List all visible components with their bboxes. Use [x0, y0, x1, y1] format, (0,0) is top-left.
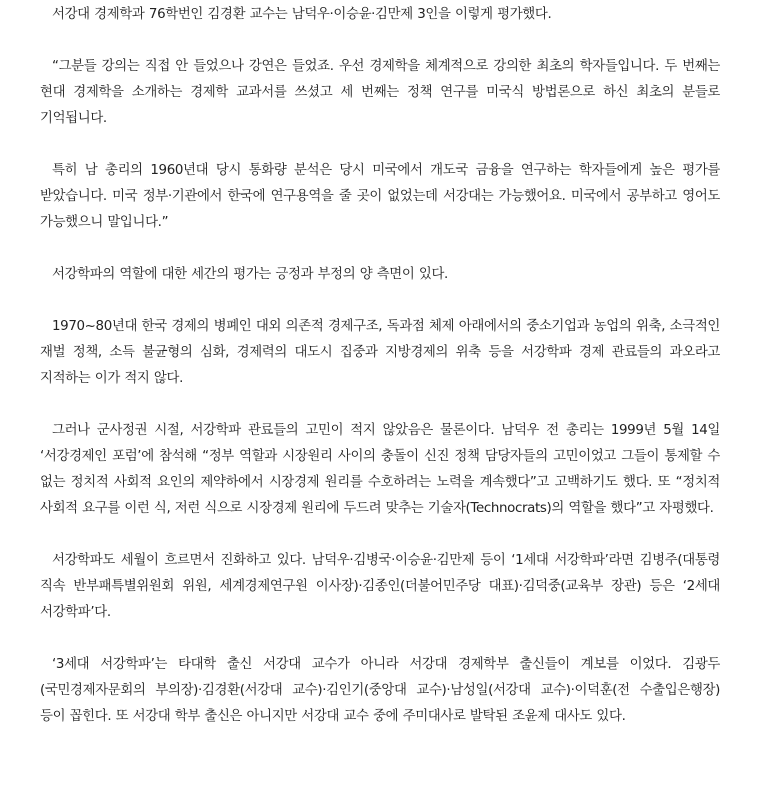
paragraph: ‘3세대 서강학파’는 타대학 출신 서강대 교수가 아니라 서강대 경제학부 출신들이 계보를 이었다. 김광두(국민경제자문회의 부의장)·김경환(서강대 교수)·김인기(중앙대 교수)·남성일(서강대 교수)·이덕훈(전 수출입은행장) 등이 꼽힌다. 또 서강대 학부 출신은 아니지만 서강대 교수 중에 주미대사로 발탁된 조윤제 대사도 있다. — [40, 657, 720, 724]
article-body — [40, 2, 720, 756]
paragraph: 서강학파도 세월이 흐르면서 진화하고 있다. 남덕우·김병국·이승윤·김만제 등이 ‘1세대 서강학파’라면 김병주(대통령 직속 반부패특별위원회 위원, 세계경제연구원 이사장)·김종인(더불어민주당 대표)·김덕중(교육부 장관) 등은 ‘2세대 서강학파’다. — [40, 553, 720, 620]
paragraph: 특히 남 총리의 1960년대 당시 통화량 분석은 당시 미국에서 개도국 금융을 연구하는 학자들에게 높은 평가를 받았습니다. 미국 정부·기관에서 한국에 연구용역을 줄 곳이 없었는데 서강대는 가능했어요. 미국에서 공부하고 영어도 가능했으니 말입니다.” — [40, 163, 720, 230]
paragraph: 그러나 군사정권 시절, 서강학파 관료들의 고민이 적지 않았음은 물론이다. 남덕우 전 총리는 1999년 5월 14일 ‘서강경제인 포럼’에 참석해 “정부 역할과 시장원리 사이의 충돌이 신진 정책 담당자들의 고민이었고 그들이 통제할 수 없는 정치적 사회적 요인의 제약하에서 시장경제 원리를 수호하려는 노력을 계속했다”고 고백하기도 했다. 또 “정치적 사회적 요구를 이런 식, 저런 식으로 시장경제 원리에 두드려 맞추는 기술자(Technocrats)의 역할을 했다”고 자평했다. — [40, 423, 720, 516]
paragraph: 1970~80년대 한국 경제의 병폐인 대외 의존적 경제구조, 독과점 체제 아래에서의 중소기업과 농업의 위축, 소극적인 재벌 정책, 소득 불균형의 심화, 경제력의 대도시 집중과 지방경제의 위축 등을 서강학파 경제 관료들의 과오라고 지적하는 이가 적지 않다. — [40, 319, 720, 386]
paragraph: 서강학파의 역할에 대한 세간의 평가는 긍정과 부정의 양 측면이 있다. — [52, 267, 448, 282]
paragraph: “그분들 강의는 직접 안 들었으나 강연은 들었죠. 우선 경제학을 체계적으로 강의한 최초의 학자들입니다. 두 번째는 현대 경제학을 소개하는 경제학 교과서를 쓰셨고 세 번째는 정책 연구를 미국식 방법론으로 하신 최초의 분들로 기억됩니다. — [40, 59, 720, 126]
paragraph: 서강대 경제학과 76학번인 김경환 교수는 남덕우·이승윤·김만제 3인을 이렇게 평가했다. — [52, 7, 552, 22]
